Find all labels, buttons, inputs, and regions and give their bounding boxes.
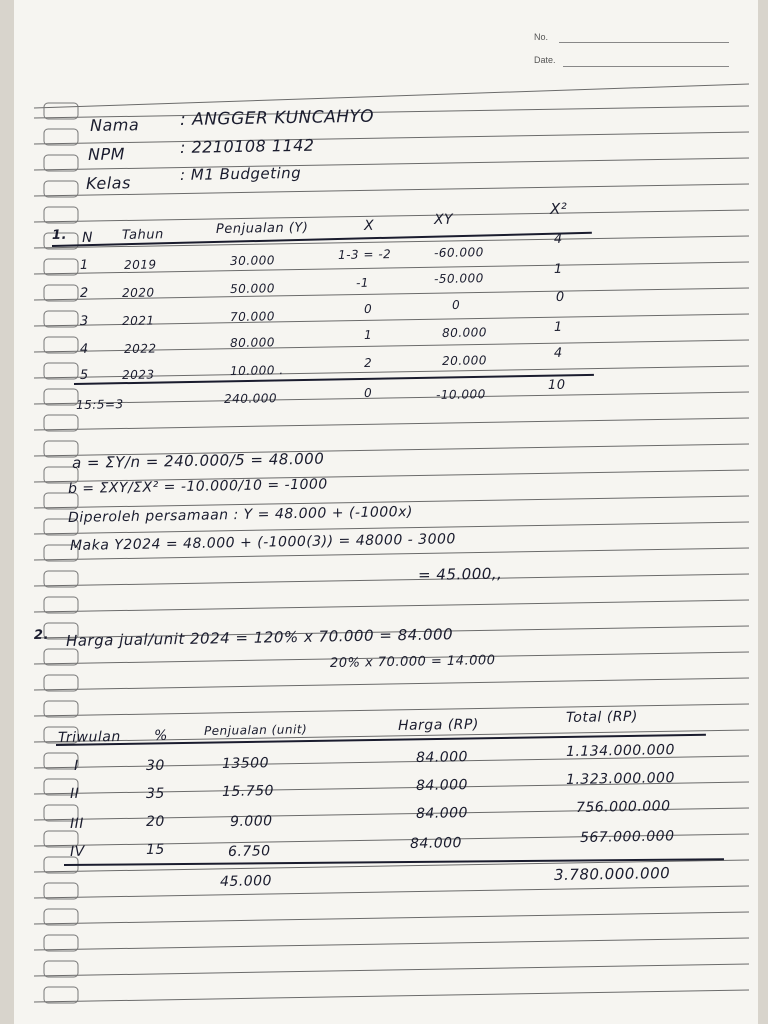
q1-cell-y: 10.000 .	[229, 363, 284, 378]
q2-cell-triwulan: I	[73, 757, 79, 774]
q2-cell-unit: 9.000	[229, 813, 273, 830]
q1-cell-xy: 0	[451, 297, 461, 312]
q2-cell-pct: 15	[145, 841, 165, 858]
q1-header-x: X	[363, 217, 375, 234]
q2-header-pct: %	[153, 727, 168, 744]
q2-cell-unit: 13500	[221, 755, 270, 772]
margin-box	[44, 909, 78, 925]
q2-cell-total: 567.000.000	[579, 828, 675, 846]
q1-cell-y: 50.000	[229, 281, 276, 296]
ruled-line	[34, 886, 749, 898]
q2-cell-triwulan: IV	[69, 843, 85, 860]
ruled-line	[34, 704, 749, 716]
q2-header-penjualan: Penjualan (unit)	[203, 722, 308, 738]
ruled-line	[34, 678, 749, 690]
margin-box	[44, 389, 78, 405]
margin-box	[44, 597, 78, 613]
q1-cell-x2: 1	[553, 261, 563, 277]
q1-cell-n: 1	[79, 257, 89, 273]
q1-work-result: = 45.000,,	[417, 564, 503, 584]
q1-cell-n: 2	[79, 285, 89, 301]
ruled-line	[34, 106, 749, 118]
margin-box	[44, 363, 78, 379]
ruled-line	[34, 210, 749, 222]
q2-cell-unit: 15.750	[221, 783, 275, 800]
ruled-line	[34, 392, 749, 404]
top-line	[34, 84, 749, 108]
q1-cell-x2: 0	[555, 289, 565, 305]
q1-cell-tahun: 2022	[123, 341, 157, 356]
q1-cell-x2: 4	[553, 231, 563, 247]
q2-line1: Harga jual/unit 2024 = 120% x 70.000 = 84.000	[65, 625, 454, 650]
margin-box	[44, 207, 78, 223]
q1-header-tahun: Tahun	[121, 227, 164, 243]
margin-box	[44, 753, 78, 769]
date-line	[563, 66, 729, 67]
q1-cell-y: 70.000	[229, 309, 276, 324]
q2-cell-total: 1.134.000.000	[565, 742, 676, 760]
q1-work-persamaan: Diperoleh persamaan : Y = 48.000 + (-1000x)	[67, 503, 414, 526]
ruled-line	[34, 938, 749, 950]
q1-header-penjualan: Penjualan (Y)	[215, 220, 309, 237]
q1-cell-n: 4	[79, 341, 89, 357]
q1-cell-xy: 20.000	[441, 353, 488, 368]
margin-box	[44, 883, 78, 899]
q1-total-x: 0	[363, 385, 373, 400]
q1-total-y: 240.000	[223, 391, 278, 406]
margin-box	[44, 987, 78, 1003]
margin-box	[44, 961, 78, 977]
q1-cell-n: 5	[79, 367, 89, 383]
q2-header-triwulan: Triwulan	[57, 728, 121, 746]
q1-cell-x: 1-3 = -2	[337, 247, 392, 262]
q1-cell-x: 0	[363, 301, 373, 316]
no-line	[559, 42, 729, 43]
q1-cell-tahun: 2023	[121, 367, 155, 382]
npm-label: NPM	[87, 144, 126, 164]
q1-cell-x: 1	[363, 327, 373, 342]
q2-cell-harga: 84.000	[415, 805, 469, 822]
margin-box	[44, 649, 78, 665]
q2-total-rp: 3.780.000.000	[553, 863, 671, 884]
margin-box	[44, 259, 78, 275]
q1-cell-x: -1	[355, 275, 370, 290]
q1-work-maka: Maka Y2024 = 48.000 + (-1000(3)) = 48000 - 3000	[69, 531, 457, 554]
q2-cell-harga: 84.000	[409, 835, 463, 852]
q1-total-n: 15:5=3	[75, 397, 124, 412]
q2-cell-total: 1.323.000.000	[565, 770, 676, 788]
notebook-page	[14, 0, 758, 1024]
q2-header-total: Total (RP)	[565, 708, 639, 726]
margin-box	[44, 155, 78, 171]
q1-work-b: b = ΣXY/ΣX² = -10.000/10 = -1000	[67, 476, 328, 497]
q1-cell-y: 30.000	[229, 253, 276, 268]
margin-box	[44, 129, 78, 145]
npm-value: : 2210108 1142	[179, 135, 315, 157]
ruled-line	[34, 184, 749, 196]
q2-total-unit: 45.000	[219, 873, 273, 890]
margin-box	[44, 337, 78, 353]
q2-number: 2.	[33, 627, 50, 643]
q2-cell-unit: 6.750	[227, 843, 271, 860]
margin-box	[44, 675, 78, 691]
nama-value: : ANGGER KUNCAHYO	[179, 106, 375, 130]
ruled-line	[34, 990, 749, 1002]
q2-cell-total: 756.000.000	[575, 798, 671, 816]
margin-box	[44, 181, 78, 197]
q1-cell-x2: 1	[553, 319, 563, 335]
q2-cell-pct: 30	[145, 757, 165, 774]
ruled-line	[34, 158, 749, 170]
kelas-label: Kelas	[85, 173, 132, 193]
q1-work-a: a = ΣY/n = 240.000/5 = 48.000	[71, 449, 325, 472]
margin-box	[44, 571, 78, 587]
q1-total-xy: -10.000	[435, 387, 486, 402]
ruled-line	[34, 912, 749, 924]
ruled-line	[34, 600, 749, 612]
q1-number: 1.	[51, 227, 68, 243]
q1-cell-xy: 80.000	[441, 325, 488, 340]
q1-cell-x: 2	[363, 355, 373, 370]
q1-cell-y: 80.000	[229, 335, 276, 350]
margin-box	[44, 701, 78, 717]
q2-line2: 20% x 70.000 = 14.000	[329, 653, 496, 671]
q1-header-xy: XY	[433, 211, 454, 228]
q2-cell-pct: 20	[145, 813, 165, 830]
q2-cell-triwulan: III	[69, 815, 85, 832]
margin-box	[44, 415, 78, 431]
ruled-line	[34, 964, 749, 976]
q1-cell-tahun: 2021	[121, 313, 155, 328]
margin-box	[44, 311, 78, 327]
q1-cell-xy: -50.000	[433, 271, 484, 286]
q1-cell-n: 3	[79, 313, 89, 329]
q2-cell-triwulan: II	[69, 785, 80, 802]
ruled-line	[34, 418, 749, 430]
no-label: No.	[534, 32, 549, 42]
date-label: Date.	[534, 55, 556, 65]
q2-cell-harga: 84.000	[415, 777, 469, 794]
q2-cell-pct: 35	[145, 785, 165, 802]
margin-box	[44, 103, 78, 119]
q2-header-harga: Harga (RP)	[397, 716, 480, 734]
q1-cell-xy: -60.000	[433, 245, 484, 260]
q1-header-n: N	[81, 229, 94, 246]
margin-box	[44, 285, 78, 301]
ruled-line	[34, 574, 749, 586]
margin-box	[44, 935, 78, 951]
ruled-line	[34, 132, 749, 144]
q2-cell-harga: 84.000	[415, 749, 469, 766]
kelas-value: : M1 Budgeting	[179, 163, 302, 184]
q1-header-x2: X²	[549, 199, 568, 218]
q1-cell-x2: 4	[553, 345, 563, 361]
q1-total-x2: 10	[547, 377, 566, 393]
q1-cell-tahun: 2019	[123, 257, 157, 272]
q1-cell-tahun: 2020	[121, 285, 155, 300]
nama-label: Nama	[89, 115, 140, 135]
